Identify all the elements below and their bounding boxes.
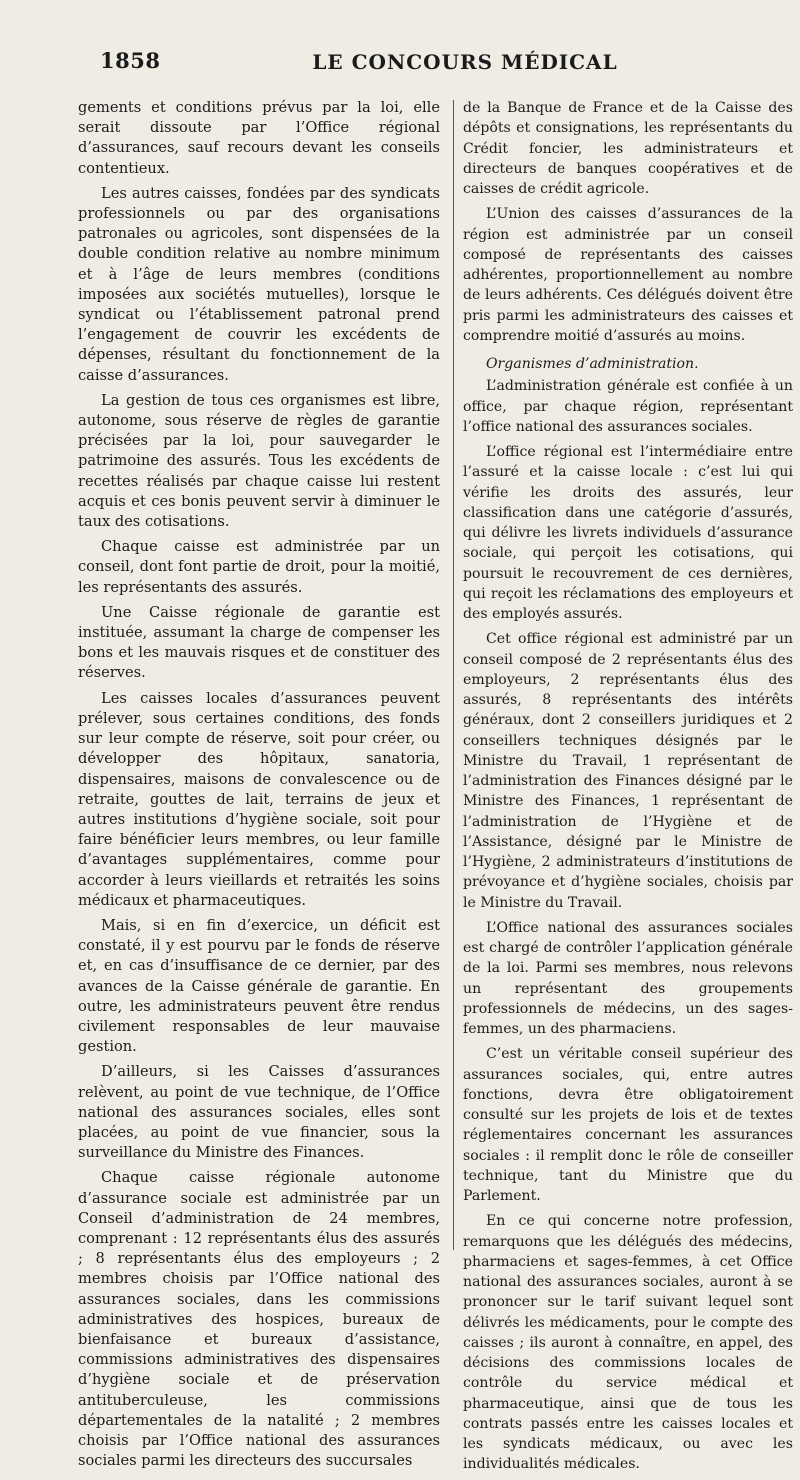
paragraph: Les caisses locales d’assurances peuvent prélever, sous certaines conditions, des fonds sur leur compte de réserve, soit pour créer, ou développer des hôpitaux, sanatoria, dispensaires, maisons de convalescence ou de retraite, gouttes de lait, terrains de jeux et autres institutions d’hygiène sociale, soit pour faire bénéficier leurs membres, ou leur famille d’avantages supplémentaires, comme pour accorder à leurs vieillards et retraités les soins médicaux et pharmaceutiques.	[78, 689, 440, 909]
page-number: 1858	[100, 48, 161, 73]
paragraph: gements et conditions prévus par la loi, elle serait dissoute par l’Office régional d’assurances, sauf recours devant les conseils contentieux.	[78, 99, 440, 177]
paragraph: Cet office régional est administré par un conseil composé de 2 représentants élus des employeurs, 2 représentants élus des assurés, 8 représentants des intérêts généraux, dont 2 conseillers juridiques et 2 conseillers techniques désignés par le Ministre du Travail, 1 représentant de l’administration des Finances désigné par le Ministre des Finances, 1 représentant de l’administration de l’Hygiène et de l’Assistance, désigné par le Ministre de l’Hygiène, 2 administrateurs d’institutions de prévoyance et d’hygiène sociales, choisis par le Ministre du Travail.	[463, 631, 793, 911]
left-column	[78, 98, 440, 1476]
paragraph: L’Office national des assurances sociales est chargé de contrôler l’application générale de la loi. Parmi ses membres, nous relevons un représentant des groupements professionnels de médecins, un des sages-femmes, un des pharmaciens.	[463, 919, 793, 1037]
paragraph: L’Union des caisses d’assurances de la région est administrée par un conseil composé de représentants des caisses adhérentes, proportionnellement au nombre de leurs adhérents. Ces délégués doivent être pris parmi les administrateurs des caisses et comprendre moitié d’assurés au moins.	[463, 206, 793, 344]
column-divider	[453, 100, 454, 1250]
paragraph: Les autres caisses, fondées par des syndicats professionnels ou par des organisations patronales ou agricoles, sont dispensées de la double condition relative au nombre minimum et à l’âge de leurs membres (conditions imposées aux sociétés mutuelles), lorsque le syndicat ou l’établissement patronal prend l’engagement de couvrir les excédents de dépenses, résultant du fonctionnement de la caisse d’assurances.	[78, 184, 440, 384]
paragraph: L’administration générale est confiée à un office, par chaque région, représentant l’office national des assurances sociales.	[463, 378, 793, 435]
right-column	[463, 98, 793, 1480]
paragraph: Mais, si en fin d’exercice, un déficit est constaté, il y est pourvu par le fonds de réserve et, en cas d’insuffisance de ce dernier, par des avances de la Caisse générale de garantie. En outre, les administrateurs peuvent être rendus civilement responsables de leur mauvaise gestion.	[78, 916, 440, 1056]
journal-title: LE CONCOURS MÉDICAL	[312, 50, 618, 74]
paragraph: Une Caisse régionale de garantie est instituée, assumant la charge de compenser les bons et les mauvais risques et de constituer des réserves.	[78, 603, 440, 682]
paragraph: La gestion de tous ces organismes est libre, autonome, sous réserve de règles de garantie précisées par la loi, pour sauvegarder le patrimoine des assurés. Tous les excédents de recettes réalisés par chaque caisse lui restent acquis et ces bonis peuvent servir à diminuer le taux des cotisations.	[78, 391, 440, 531]
paragraph: de la Banque de France et de la Caisse des dépôts et consignations, les représentants du Crédit foncier, les administrateurs et directeurs de banques coopératives et de caisses de crédit agricole.	[463, 100, 793, 197]
paragraph: D’ailleurs, si les Caisses d’assurances relèvent, au point de vue technique, de l’Office national des assurances sociales, elles sont placées, au point de vue financier, sous la surveillance du Ministre des Finances.	[78, 1063, 440, 1162]
paragraph: En ce qui concerne notre profession, remarquons que les délégués des médecins, pharmaciens et sages-femmes, à cet Office national des assurances sociales, auront à se prononcer sur le tarif suivant lequel sont délivrés les médicaments, pour le compte des caisses ; ils auront à connaître, en appel, des décisions des commissions locales de contrôle du service médical et pharmaceutique, ainsi que de tous les contrats passés entre les caisses locales et les syndicats médicaux, ou avec les individualités médicales.	[463, 1213, 793, 1473]
paragraph: L’office régional est l’intermédiaire entre l’assuré et la caisse locale : c’est lui qui vérifie les droits des assurés, leur classification dans une catégorie d’assurés, qui délivre les livrets individuels d’assurance sociale, qui perçoit les cotisations, qui poursuit le recouvrement de ces dernières, qui reçoit les réclamations des employeurs et des employés assurés.	[463, 444, 793, 622]
paragraph: Chaque caisse est administrée par un conseil, dont font partie de droit, pour la moitié, les représentants des assurés.	[78, 538, 440, 596]
page-header	[70, 48, 800, 82]
paragraph: C’est un véritable conseil supérieur des assurances sociales, qui, entre autres fonctions, devra être obligatoirement consulté sur les projets de lois et de textes réglementaires concernant les assurances sociales : il remplit donc le rôle de conseiller technique, tant du Ministre que du Parlement.	[463, 1046, 793, 1204]
paragraph: Chaque caisse régionale autonome d’assurance sociale est administrée par un Conseil d’administration de 24 membres, comprenant : 12 représentants élus des assurés ; 8 représentants élus des employeurs ; 2 membres choisis par l’Office national des assurances sociales, dans les commissions administratives des hospices, bureaux de bienfaisance et bureaux d’assistance, commissions administratives des dispensaires d’hygiène sociale et de préservation antituberculeuse, les commissions départementales de la natalité ; 2 membres choisis par l’Office national des assurances sociales parmi les directeurs des succursales	[78, 1169, 440, 1470]
section-heading: Organismes d’administration.	[486, 356, 699, 372]
